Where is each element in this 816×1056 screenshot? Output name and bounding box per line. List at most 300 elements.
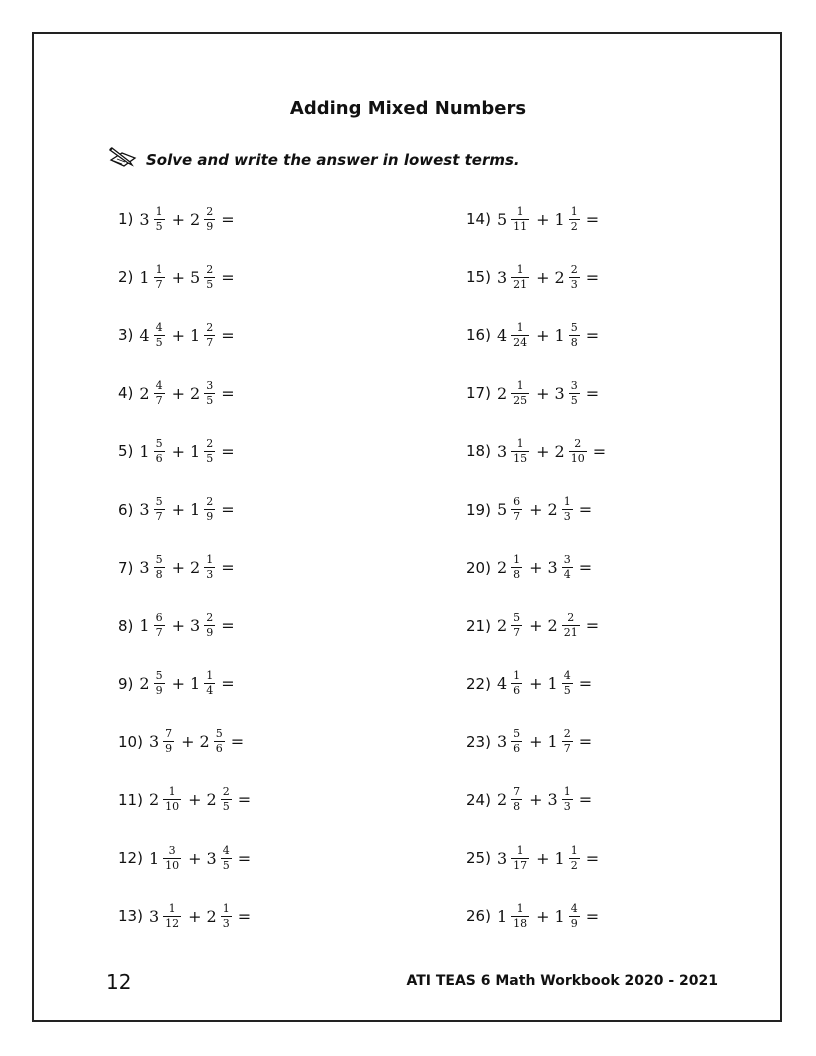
fraction: [511, 786, 522, 813]
whole-number: 1: [148, 848, 160, 868]
fraction: [511, 322, 529, 349]
plus-sign: +: [171, 441, 185, 461]
problem-number: 7): [118, 558, 134, 577]
denominator: 7: [155, 510, 163, 524]
mixed-number: [149, 845, 183, 872]
mixed-number: [139, 264, 166, 291]
mixed-number: [139, 322, 166, 349]
equals-sign: =: [221, 616, 235, 636]
mixed-number: [497, 438, 531, 465]
plus-sign: +: [529, 674, 543, 694]
denominator: 5: [206, 451, 214, 465]
whole-number: 1: [190, 674, 201, 694]
whole-number: 2: [496, 383, 508, 403]
mixed-number: [497, 786, 524, 813]
numerator: 1: [516, 378, 524, 392]
whole-number: 2: [496, 790, 508, 810]
problem-number: 11): [118, 790, 143, 809]
fraction: [163, 786, 181, 813]
fraction: [569, 322, 580, 349]
mixed-number: [149, 903, 183, 930]
fraction: [511, 496, 522, 523]
numerator: 3: [168, 843, 176, 857]
mixed-number: [139, 380, 166, 407]
denominator: 5: [222, 858, 230, 872]
fraction: [511, 903, 529, 930]
equals-sign: =: [221, 674, 235, 694]
numerator: 2: [206, 495, 214, 509]
denominator: 6: [513, 742, 521, 756]
denominator: 5: [206, 393, 214, 407]
mixed-number: [190, 264, 217, 291]
equals-sign: =: [237, 790, 252, 810]
mixed-number: [548, 728, 575, 755]
whole-number: 3: [139, 209, 150, 229]
fraction: [562, 728, 573, 755]
whole-number: 2: [139, 674, 150, 694]
plus-sign: +: [181, 732, 195, 752]
denominator: 3: [206, 568, 214, 582]
fraction: [154, 496, 165, 523]
numerator: 1: [513, 669, 521, 683]
numerator: 1: [516, 204, 524, 218]
denominator: 17: [513, 858, 528, 872]
equals-sign: =: [585, 616, 600, 636]
numerator: 1: [516, 901, 524, 915]
denominator: 8: [513, 568, 521, 582]
plus-sign: +: [171, 209, 185, 229]
mixed-number: [190, 322, 217, 349]
problem-item: [118, 364, 251, 422]
instruction-text: Solve and write the answer in lowest terms.: [146, 151, 520, 169]
fraction: [204, 554, 215, 581]
whole-number: 3: [206, 848, 217, 868]
mixed-number: [139, 554, 166, 581]
fraction: [562, 786, 573, 813]
problem-item: [466, 364, 606, 422]
whole-number: 3: [139, 500, 150, 520]
denominator: 18: [513, 916, 528, 930]
mixed-number: [149, 728, 176, 755]
denominator: 5: [155, 335, 163, 349]
numerator: 1: [570, 204, 578, 218]
denominator: 7: [155, 277, 163, 291]
mixed-number: [190, 612, 217, 639]
denominator: 5: [155, 219, 163, 233]
numerator: 7: [165, 727, 173, 741]
fraction: [204, 380, 215, 407]
denominator: 12: [165, 916, 180, 930]
whole-number: 3: [547, 558, 558, 578]
whole-number: 3: [496, 732, 508, 752]
problem-item: [466, 655, 606, 713]
numerator: 5: [513, 611, 521, 625]
denominator: 6: [513, 684, 521, 698]
denominator: 9: [570, 916, 578, 930]
whole-number: 1: [190, 500, 201, 520]
fraction: [163, 728, 174, 755]
problem-item: [118, 655, 251, 713]
problem-number: 17): [466, 384, 491, 403]
whole-number: 1: [554, 848, 565, 868]
mixed-number: [497, 554, 524, 581]
problem-number: 4): [118, 384, 134, 403]
mixed-number: [139, 670, 166, 697]
whole-number: 2: [190, 383, 201, 403]
fraction: [569, 903, 580, 930]
numerator: 5: [155, 495, 163, 509]
equals-sign: =: [578, 732, 593, 752]
instruction-row: [108, 146, 520, 174]
denominator: 21: [563, 626, 578, 640]
problem-item: [118, 771, 251, 829]
mixed-number: [207, 845, 234, 872]
numerator: 5: [215, 727, 223, 741]
mixed-number: [139, 496, 166, 523]
equals-sign: =: [585, 383, 600, 403]
whole-number: 3: [139, 558, 150, 578]
plus-sign: +: [188, 906, 202, 926]
problem-item: [118, 306, 251, 364]
whole-number: 1: [547, 732, 558, 752]
equals-sign: =: [585, 848, 600, 868]
mixed-number: [548, 786, 575, 813]
equals-sign: =: [221, 209, 235, 229]
problem-number: 25): [466, 849, 491, 868]
whole-number: 5: [496, 500, 508, 520]
mixed-number: [207, 786, 234, 813]
denominator: 11: [513, 219, 528, 233]
problem-item: [118, 480, 251, 538]
fraction: [204, 496, 215, 523]
whole-number: 1: [139, 616, 150, 636]
denominator: 4: [563, 568, 571, 582]
numerator: 5: [155, 669, 163, 683]
denominator: 7: [155, 393, 163, 407]
denominator: 7: [513, 626, 521, 640]
numerator: 2: [222, 785, 230, 799]
mixed-number: [200, 728, 227, 755]
numerator: 1: [168, 901, 176, 915]
plus-sign: +: [188, 790, 202, 810]
problem-number: 21): [466, 616, 491, 635]
numerator: 1: [168, 785, 176, 799]
problem-item: [118, 597, 251, 655]
problems-right-column: [466, 190, 606, 945]
whole-number: 3: [554, 383, 565, 403]
whole-number: 1: [190, 441, 201, 461]
whole-number: 3: [190, 616, 201, 636]
denominator: 3: [563, 510, 571, 524]
mixed-number: [190, 670, 217, 697]
problem-item: [118, 829, 251, 887]
equals-sign: =: [578, 558, 593, 578]
plus-sign: +: [529, 500, 543, 520]
denominator: 2: [570, 219, 578, 233]
numerator: 2: [206, 204, 214, 218]
numerator: 1: [222, 901, 230, 915]
mixed-number: [139, 206, 166, 233]
numerator: 1: [563, 785, 571, 799]
equals-sign: =: [585, 267, 600, 287]
plus-sign: +: [529, 732, 543, 752]
problem-item: [466, 597, 606, 655]
problem-item: [118, 248, 251, 306]
whole-number: 3: [496, 441, 508, 461]
problem-number: 26): [466, 907, 491, 926]
problem-number: 14): [466, 210, 491, 229]
numerator: 2: [574, 436, 582, 450]
whole-number: 2: [554, 441, 565, 461]
equals-sign: =: [578, 674, 593, 694]
problem-number: 9): [118, 674, 134, 693]
whole-number: 1: [554, 906, 565, 926]
mixed-number: [497, 728, 524, 755]
denominator: 21: [513, 277, 528, 291]
denominator: 10: [165, 858, 180, 872]
mixed-number: [497, 496, 524, 523]
whole-number: 1: [496, 906, 508, 926]
problem-item: [466, 829, 606, 887]
fraction: [562, 496, 573, 523]
denominator: 3: [570, 277, 578, 291]
plus-sign: +: [171, 674, 185, 694]
denominator: 3: [222, 916, 230, 930]
fraction: [221, 786, 232, 813]
denominator: 5: [222, 800, 230, 814]
whole-number: 1: [554, 209, 565, 229]
mixed-number: [548, 554, 575, 581]
denominator: 10: [165, 800, 180, 814]
denominator: 9: [206, 510, 214, 524]
mixed-number: [497, 206, 531, 233]
numerator: 4: [222, 843, 230, 857]
plus-sign: +: [536, 325, 550, 345]
fraction: [511, 380, 529, 407]
denominator: 5: [206, 277, 214, 291]
problem-item: [466, 539, 606, 597]
mixed-number: [555, 438, 589, 465]
problem-number: 18): [466, 442, 491, 461]
fraction: [511, 728, 522, 755]
fraction: [204, 322, 215, 349]
problem-number: 22): [466, 674, 491, 693]
plus-sign: +: [171, 383, 185, 403]
fraction: [511, 206, 529, 233]
problem-item: [466, 771, 606, 829]
mixed-number: [190, 438, 217, 465]
mixed-number: [190, 554, 217, 581]
mixed-number: [497, 322, 531, 349]
plus-sign: +: [536, 441, 550, 461]
problem-number: 24): [466, 790, 491, 809]
mixed-number: [497, 670, 524, 697]
mixed-number: [190, 380, 217, 407]
plus-sign: +: [171, 325, 185, 345]
denominator: 8: [155, 568, 163, 582]
denominator: 7: [513, 510, 521, 524]
denominator: 25: [513, 393, 528, 407]
fraction: [163, 845, 181, 872]
whole-number: 3: [547, 790, 558, 810]
equals-sign: =: [578, 790, 593, 810]
numerator: 4: [155, 320, 163, 334]
numerator: 7: [513, 785, 521, 799]
problem-number: 6): [118, 500, 134, 519]
numerator: 1: [516, 436, 524, 450]
problem-number: 3): [118, 326, 134, 345]
numerator: 1: [516, 320, 524, 334]
whole-number: 2: [547, 616, 558, 636]
plus-sign: +: [536, 267, 550, 287]
denominator: 5: [563, 684, 571, 698]
whole-number: 5: [496, 209, 508, 229]
denominator: 7: [206, 335, 214, 349]
mixed-number: [555, 322, 582, 349]
equals-sign: =: [585, 209, 600, 229]
fraction: [511, 845, 529, 872]
problem-number: 2): [118, 268, 134, 287]
plus-sign: +: [529, 790, 543, 810]
mixed-number: [497, 903, 531, 930]
whole-number: 2: [496, 616, 508, 636]
plus-sign: +: [529, 616, 543, 636]
mixed-number: [555, 264, 582, 291]
equals-sign: =: [585, 906, 600, 926]
fraction: [204, 206, 215, 233]
problem-item: [118, 713, 251, 771]
numerator: 1: [155, 262, 163, 276]
numerator: 2: [206, 436, 214, 450]
whole-number: 1: [554, 325, 565, 345]
problem-item: [466, 248, 606, 306]
whole-number: 1: [547, 674, 558, 694]
numerator: 5: [155, 436, 163, 450]
fraction: [163, 903, 181, 930]
fraction: [569, 438, 587, 465]
fraction: [569, 264, 580, 291]
numerator: 1: [563, 495, 571, 509]
fraction: [154, 612, 165, 639]
problem-item: [466, 422, 606, 480]
mixed-number: [548, 612, 582, 639]
denominator: 24: [513, 335, 528, 349]
numerator: 1: [570, 843, 578, 857]
fraction: [154, 554, 165, 581]
problem-item: [118, 539, 251, 597]
plus-sign: +: [171, 267, 185, 287]
fraction: [511, 670, 522, 697]
problems-left-column: [118, 190, 251, 945]
numerator: 4: [155, 378, 163, 392]
problem-number: 13): [118, 907, 143, 926]
denominator: 10: [570, 451, 585, 465]
fraction: [569, 206, 580, 233]
denominator: 9: [165, 742, 173, 756]
problem-number: 10): [118, 732, 143, 751]
mixed-number: [139, 612, 166, 639]
denominator: 9: [206, 626, 214, 640]
numerator: 5: [155, 553, 163, 567]
numerator: 2: [563, 727, 571, 741]
fraction: [154, 264, 165, 291]
numerator: 1: [206, 669, 214, 683]
fraction: [562, 554, 573, 581]
mixed-number: [548, 496, 575, 523]
numerator: 6: [155, 611, 163, 625]
fraction: [511, 264, 529, 291]
problem-item: [466, 887, 606, 945]
fraction: [511, 612, 522, 639]
equals-sign: =: [592, 441, 607, 461]
plus-sign: +: [536, 383, 550, 403]
numerator: 1: [516, 262, 524, 276]
denominator: 9: [206, 219, 214, 233]
whole-number: 2: [496, 558, 508, 578]
page-title: Adding Mixed Numbers: [289, 98, 527, 119]
numerator: 1: [513, 553, 521, 567]
denominator: 6: [155, 451, 163, 465]
problem-number: 5): [118, 442, 134, 461]
numerator: 3: [206, 378, 214, 392]
numerator: 4: [570, 901, 578, 915]
equals-sign: =: [221, 267, 235, 287]
fraction: [154, 670, 165, 697]
equals-sign: =: [237, 906, 252, 926]
whole-number: 2: [139, 383, 150, 403]
numerator: 2: [567, 611, 575, 625]
numerator: 4: [563, 669, 571, 683]
problem-number: 1): [118, 210, 134, 229]
problem-item: [466, 306, 606, 364]
numerator: 1: [206, 553, 214, 567]
mixed-number: [497, 264, 531, 291]
fraction: [562, 670, 573, 697]
fraction: [204, 264, 215, 291]
numerator: 2: [206, 262, 214, 276]
whole-number: 2: [547, 500, 558, 520]
fraction: [221, 903, 232, 930]
whole-number: 3: [148, 906, 160, 926]
problem-number: 16): [466, 326, 491, 345]
numerator: 1: [516, 843, 524, 857]
whole-number: 2: [206, 790, 217, 810]
equals-sign: =: [221, 383, 235, 403]
numerator: 3: [570, 378, 578, 392]
whole-number: 1: [190, 325, 201, 345]
problem-item: [466, 480, 606, 538]
denominator: 7: [563, 742, 571, 756]
whole-number: 2: [190, 209, 201, 229]
whole-number: 2: [148, 790, 160, 810]
problem-number: 15): [466, 268, 491, 287]
problem-number: 20): [466, 558, 491, 577]
fraction: [214, 728, 225, 755]
numerator: 1: [155, 204, 163, 218]
fraction: [221, 845, 232, 872]
denominator: 2: [570, 858, 578, 872]
page-number: 12: [106, 970, 132, 994]
denominator: 15: [513, 451, 528, 465]
problem-number: 12): [118, 849, 143, 868]
denominator: 9: [155, 684, 163, 698]
denominator: 8: [570, 335, 578, 349]
denominator: 5: [570, 393, 578, 407]
denominator: 6: [215, 742, 223, 756]
equals-sign: =: [230, 732, 245, 752]
fraction: [511, 438, 529, 465]
mixed-number: [190, 496, 217, 523]
